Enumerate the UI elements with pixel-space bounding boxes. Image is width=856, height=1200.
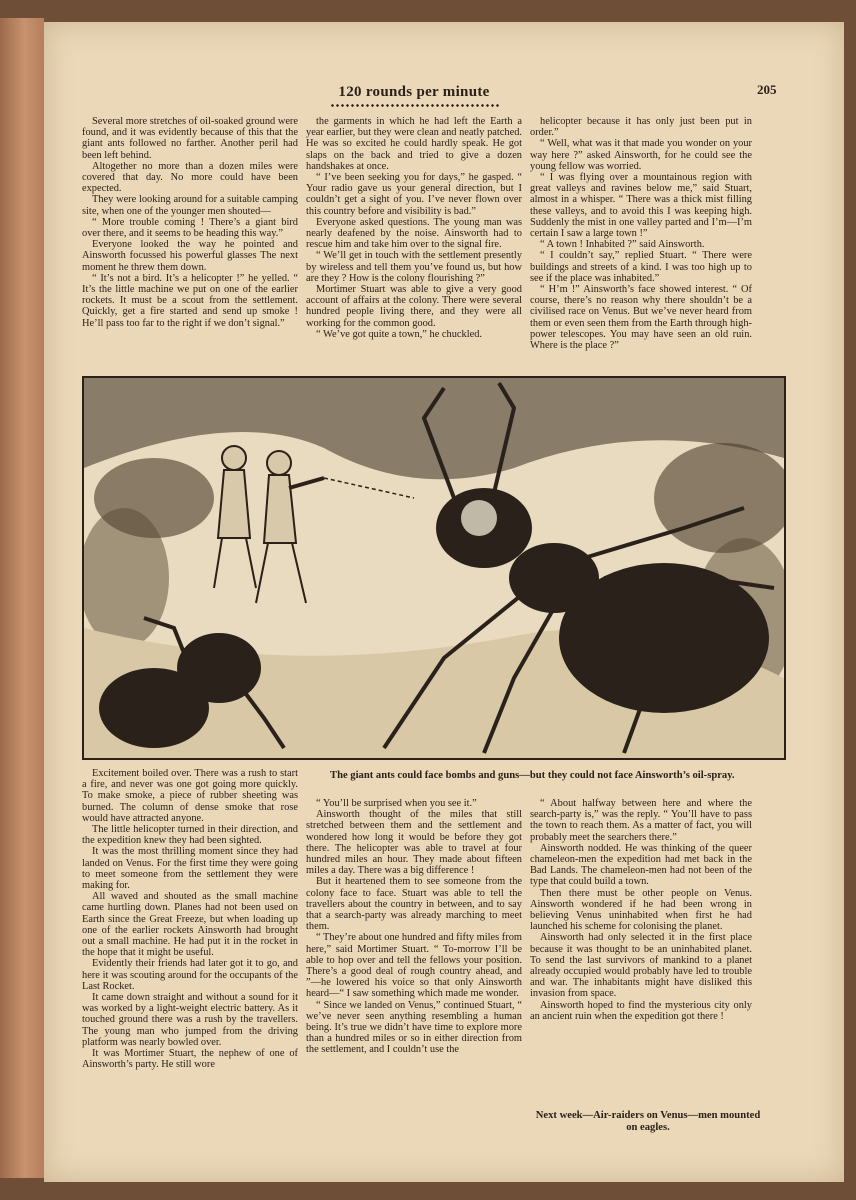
story-illustration [82, 376, 786, 760]
paragraph: The little helicopter turned in their direction, and the expedition knew they had been sighted. [82, 824, 298, 847]
paragraph: It came down straight and without a sound for it was worked by a light-weight electric battery. As it touched ground there was a rush by the travellers. The young man who jumped from the driving platform was nearly bowled over. [82, 992, 298, 1048]
running-title: 120 rounds per minute [338, 84, 490, 100]
paragraph: “ You’ll be surprised when you see it.” [316, 798, 477, 809]
paragraph: Ainsworth hoped to find the mysterious city only an ancient ruin when the expedition got there ! [530, 999, 752, 1022]
paragraph: “ I couldn’t say,” replied Stuart. “ There were buildings and streets of a kind. I was too high up to see if the place was inhabited.” [530, 250, 752, 284]
paragraph: But it heartened them to see someone from the colony face to face. Stuart was able to tell the travellers about the country in between, and to say that a search-party was already marching to meet them. [306, 876, 522, 933]
magazine-page [44, 22, 844, 1182]
previous-page-edge [0, 18, 44, 1178]
paragraph: “ About halfway between here and where the search-party is,” was the reply. “ You’ll have to pass the town to reach them. As a matter of fact, you will probably meet the searchers there.” [530, 798, 752, 843]
illustration-caption: The giant ants could face bombs and guns—but they could not face Ainsworth’s oil-spray. [330, 770, 735, 781]
paragraph: Everyone looked the way he pointed and Ainsworth focussed his powerful glasses The next moment he threw them down. [82, 239, 298, 273]
paragraph: “ H’m !” Ainsworth’s face showed interest. “ Of course, there’s no reason why there shouldn’t be a civilised race on Venus. But we’ve never heard from them or even seen them from the Earth through high-power telescopes. You may have seen an old ruin. Where is the place ?” [530, 284, 752, 352]
bottom-column-3 [530, 798, 752, 1022]
paragraph: They were looking around for a suitable camping site, when one of the younger men shouted— [82, 194, 298, 217]
paragraph: “ We’ve got quite a town,” he chuckled. [316, 328, 483, 340]
paragraph: Evidently their friends had later got it to go, and here it was scouting around for the occupants of the Last Rocket. [82, 958, 298, 992]
bottom-column-1 [82, 768, 298, 1070]
paragraph: “ Since we landed on Venus,” continued Stuart, “ we’ve never seen anything resembling a human being. It’s true we didn’t have time to explore more than a hundred miles or so in either direction from the settlement, and I couldn’t use the [306, 999, 522, 1056]
title-dotted-rule [330, 103, 500, 108]
paragraph: “ They’re about one hundred and fifty miles from here,” said Mortimer Stuart. “ To-morrow I’ll be able to hop over and tell the fellows your position. There’s a good deal of rough country ahead, and ”—he lowered his voice so that only Ainsworth heard—“ I saw something which made me wonder. [306, 932, 522, 1000]
paragraph: All waved and shouted as the small machine came hurtling down. Planes had not been used on Earth since the Great Freeze, but when loading up one of the earlier rockets Ainsworth had brought out a small machine. He had put it in the rocket in the hope that it might be useful. [82, 891, 298, 959]
paragraph: It was Mortimer Stuart, the nephew of one of Ainsworth’s party. He still wore [82, 1048, 298, 1071]
paragraph: Ainsworth had only selected it in the first place because it was thought to be an uninhabited planet. To send the last survivors of mankind to a planet already occupied would probably have led to trouble and war. The inhabitants might have disliked this invasion from space. [530, 932, 752, 1000]
paragraph: Then there must be other people on Venus. Ainsworth wondered if he had been wrong in believing Venus uninhabited when first he had launched his scheme for colonising the planet. [530, 887, 752, 933]
paragraph: the garments in which he had left the Earth a year earlier, but they were clean and neatly patched. He was so excited he could hardly speak. He got slaps on the back and tried to give a dozen handshakes at once. [306, 116, 522, 172]
top-column-2 [306, 116, 522, 340]
paragraph: “ I’ve been seeking you for days,” he gasped. “ Your radio gave us your general direction, but I couldn’t get a sight of you. I’ve never flown over this country before and visibility is bad.” [306, 172, 522, 217]
page-number: 205 [757, 82, 777, 97]
next-week-teaser: Next week—Air-raiders on Venus—men mounted on eagles. [535, 1110, 761, 1133]
paragraph: Several more stretches of oil-soaked ground were found, and it was evidently because of this that the giant ants followed no farther. Another peril had been left behind. [82, 116, 299, 161]
paragraph: “ It’s not a bird. It’s a helicopter !” he yelled. “ It’s the little machine we put on one of the earlier rockets. It must be a scout from the settlement. Quickly, get a fire started and send up smoke ! He’ll pass too far to the right if we don’t signal.” [82, 272, 298, 329]
paragraph: “ Well, what was it that made you wonder on your way here ?” asked Ainsworth, for he could see the young fellow was worried. [530, 138, 752, 172]
giant-ants-artwork [84, 378, 784, 758]
paragraph: Mortimer Stuart was able to give a very good account of affairs at the colony. There were several hundred people living there, and they were all working for the common good. [306, 284, 522, 329]
paragraph: Ainsworth thought of the miles that still stretched between them and the settlement and wondered how long it would be before they got there. The helicopter was able to travel at four hundred miles an hour. They made about fifteen miles a day. There was a big difference ! [306, 809, 522, 877]
paragraph: “ I was flying over a mountainous region with great valleys and ravines below me,” said Stuart, almost in a whisper. “ There was a thick mist filling these valleys, and to avoid this I was keeping high. Suddenly the mist in one valley parted and I’m—I’m certain I saw a large town !” [530, 172, 752, 240]
top-column-3 [530, 116, 752, 351]
paragraph: “ More trouble coming ! There’s a giant bird over there, and it seems to be heading this way.” [82, 216, 298, 240]
bottom-column-2 [306, 798, 522, 1056]
paragraph: It was the most thrilling moment since they had landed on Venus. For the first time they were going to meet someone from the settlement they were making for. [82, 846, 298, 892]
paragraph: helicopter because it has only just been put in order.” [530, 116, 752, 139]
paragraph: Everyone asked questions. The young man was nearly deafened by the noise. Ainsworth had to rescue him and take him over to the signal fire. [306, 216, 522, 251]
paragraph: Excitement boiled over. There was a rush to start a fire, and never was one got going more quickly. To make smoke, a piece of rubber sheeting was burned. The column of dense smoke that rose would have attracted anyone. [82, 768, 298, 824]
paragraph: “ We’ll get in touch with the settlement presently by wireless and tell them you’ve found us, but how are they ? How is the colony flourishing ?” [306, 250, 522, 284]
paragraph: Ainsworth nodded. He was thinking of the queer chameleon-men the expedition had met back in the Bad Lands. The chameleon-men had not been of the type that could build a town. [530, 842, 752, 888]
paragraph: Altogether no more than a dozen miles were covered that day. No more could have been expected. [82, 160, 298, 195]
top-column-1 [82, 116, 298, 329]
paragraph: “ A town ! Inhabited ?” said Ainsworth. [540, 239, 705, 251]
